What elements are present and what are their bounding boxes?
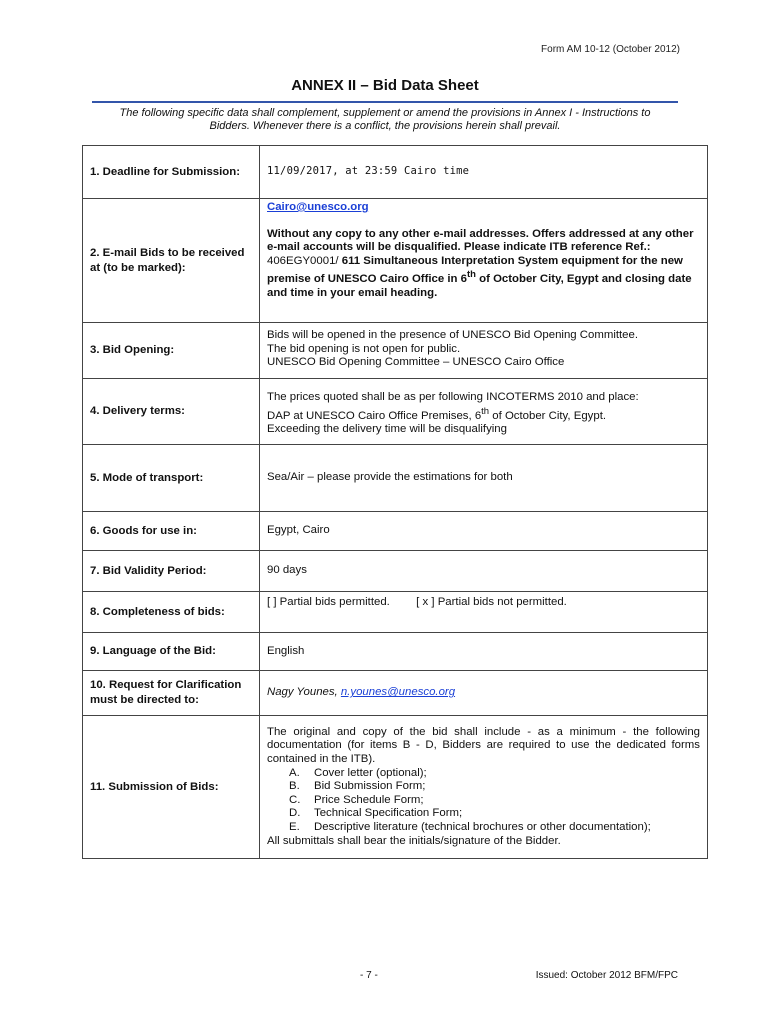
bid-opening-line: UNESCO Bid Opening Committee – UNESCO Cairo Office — [267, 356, 565, 369]
deadline-value: 11/09/2017, at 23:59 Cairo time — [267, 165, 470, 178]
item-text: Technical Specification Form; — [314, 807, 463, 820]
row-value: Sea/Air – please provide the estimations for both — [260, 445, 708, 512]
page-title: ANNEX II – Bid Data Sheet — [291, 77, 479, 94]
table-row — [83, 146, 708, 199]
item-letter: C. — [289, 793, 301, 806]
delivery-place-end: of October City, Egypt. — [492, 409, 607, 422]
page-number: - 7 - — [360, 970, 378, 981]
title-divider — [92, 101, 678, 103]
table-row — [83, 199, 708, 323]
list-item — [289, 807, 700, 821]
row-label: 5. Mode of transport: — [83, 445, 260, 512]
list-item — [289, 821, 700, 835]
item-letter: B. — [289, 780, 300, 793]
row-value: English — [260, 633, 708, 671]
row-value — [260, 716, 708, 859]
row-value: Egypt, Cairo — [260, 512, 708, 551]
itb-reference: 406EGY0001/ — [267, 254, 339, 267]
item-letter: D. — [289, 807, 301, 820]
item-text: Descriptive literature (technical brochures or other documentation); — [314, 820, 651, 833]
contact-email-link[interactable]: n.younes@unesco.org — [340, 686, 456, 699]
itb-title-end: of October City, Egypt and closing date and time in your email heading. — [267, 273, 692, 299]
contact-name: Nagy Younes, — [267, 686, 338, 699]
delivery-line: Exceeding the delivery time will be disqualifying — [267, 422, 507, 435]
table-row — [83, 671, 708, 716]
row-value — [260, 199, 708, 323]
table-row — [83, 445, 708, 512]
table-row — [83, 592, 708, 633]
bid-email-link[interactable]: Cairo@unesco.org — [267, 201, 369, 213]
itb-title: 611 Simultaneous Interpretation System equipment for the new premise of UNESCO Cairo Office in 6 — [267, 254, 683, 286]
delivery-place: DAP at UNESCO Cairo Office Premises, 6 — [267, 409, 482, 422]
row-label: 6. Goods for use in: — [83, 512, 260, 551]
row-label: 10. Request for Clarification must be directed to: — [83, 671, 260, 716]
list-item — [289, 794, 700, 808]
row-label: 4. Delivery terms: — [83, 379, 260, 445]
row-value — [260, 671, 708, 716]
list-item — [289, 767, 700, 781]
intro-line-1: The following specific data shall complement, supplement or amend the provisions in Annex I - Instructions to — [119, 107, 651, 119]
intro-line-2: Bidders. Whenever there is a conflict, the provisions herein shall prevail. — [209, 120, 561, 132]
row-label: 9. Language of the Bid: — [83, 633, 260, 671]
item-text: Price Schedule Form; — [314, 793, 424, 806]
list-item — [289, 780, 700, 794]
partial-bids-permitted-option: [ ] Partial bids permitted. — [267, 596, 390, 608]
table-row — [83, 633, 708, 671]
superscript: th — [481, 405, 490, 417]
item-letter: A. — [289, 766, 300, 779]
row-value — [260, 146, 708, 199]
row-label: 3. Bid Opening: — [83, 323, 260, 379]
delivery-line: The prices quoted shall be as per following INCOTERMS 2010 and place: — [267, 391, 639, 403]
form-id: Form AM 10-12 (October 2012) — [541, 44, 680, 55]
item-text: Bid Submission Form; — [314, 780, 426, 793]
superscript: th — [467, 269, 476, 281]
submission-outro: All submittals shall bear the initials/signature of the Bidder. — [267, 834, 561, 847]
table-row — [83, 716, 708, 859]
row-label: 11. Submission of Bids: — [83, 716, 260, 859]
bid-opening-line: Bids will be opened in the presence of UNESCO Bid Opening Committee. — [267, 329, 639, 341]
item-text: Cover letter (optional); — [314, 766, 427, 779]
email-instruction-text: Without any copy to any other e-mail addresses. Offers addressed at any other e-mail accounts will be disqualified. Please indicate ITB reference Ref.: — [267, 227, 694, 254]
table-row — [83, 551, 708, 592]
row-label: 1. Deadline for Submission: — [83, 146, 260, 199]
row-label: 2. E-mail Bids to be received at (to be marked): — [83, 199, 260, 323]
email-instructions — [267, 228, 700, 301]
row-label: 7. Bid Validity Period: — [83, 551, 260, 592]
bid-data-table — [82, 145, 708, 859]
item-letter: E. — [289, 820, 300, 833]
row-value — [260, 379, 708, 445]
delivery-line — [267, 405, 700, 423]
row-value — [260, 323, 708, 379]
row-value — [260, 592, 708, 633]
row-value: 90 days — [260, 551, 708, 592]
table-row — [83, 512, 708, 551]
intro-text — [92, 107, 678, 133]
bid-opening-line: The bid opening is not open for public. — [267, 342, 461, 355]
table-row — [83, 323, 708, 379]
submission-intro: The original and copy of the bid shall include - as a minimum - the following documentation (for items B - D, Bidders are required to use the dedicated forms contained in the ITB). — [267, 725, 700, 766]
row-label: 8. Completeness of bids: — [83, 592, 260, 633]
required-documents-list — [267, 767, 700, 835]
partial-bids-not-permitted-option: [ x ] Partial bids not permitted. — [416, 596, 567, 608]
table-row — [83, 379, 708, 445]
issued-note: Issued: October 2012 BFM/FPC — [535, 970, 678, 981]
